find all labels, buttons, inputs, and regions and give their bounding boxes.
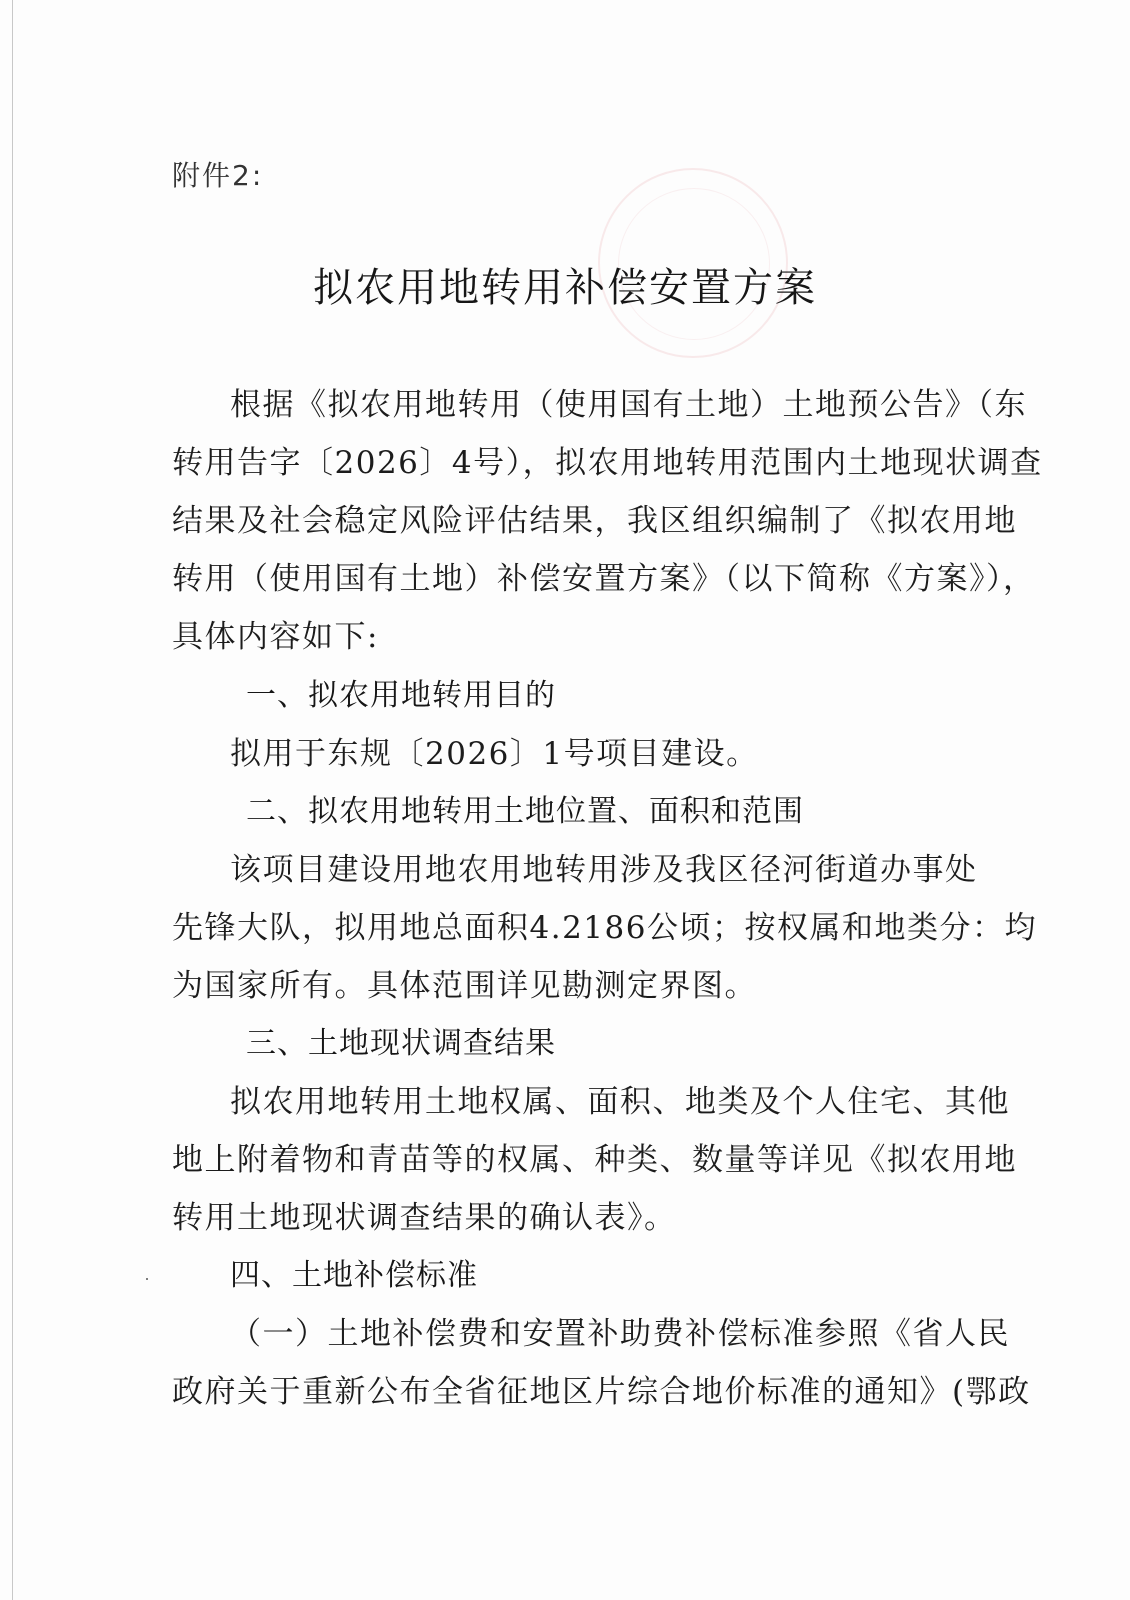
annex-label: 附件2: (172, 159, 264, 192)
section3-line-3: 转用土地现状调查结果的确认表》。 (172, 1200, 677, 1236)
section2-line-3: 为国家所有。具体范围详见勘测定界图。 (172, 968, 757, 1004)
intro-line-1: 根据《拟农用地转用（使用国有土地）土地预公告》（东 (230, 387, 1027, 423)
section-heading-location: 二、拟农用地转用土地位置、面积和范围 (246, 794, 804, 829)
intro-line-4: 转用（使用国有土地）补偿安置方案》（以下简称《方案》）， (172, 561, 1036, 597)
section2-line-1: 该项目建设用地农用地转用涉及我区径河街道办事处 (230, 852, 978, 888)
intro-line-5: 具体内容如下: (172, 619, 379, 655)
section3-line-1: 拟农用地转用土地权属、面积、地类及个人住宅、其他 (230, 1084, 1010, 1120)
section-heading-purpose: 一、拟农用地转用目的 (246, 678, 556, 713)
section3-line-2: 地上附着物和青苗等的权属、种类、数量等详见《拟农用地 (172, 1142, 1017, 1178)
section1-line-1: 拟用于东规〔2026〕1号项目建设。 (230, 736, 759, 772)
intro-line-3: 结果及社会稳定风险评估结果，我区组织编制了《拟农用地 (172, 503, 1017, 539)
section2-line-2: 先锋大队，拟用地总面积4.2186公顷；按权属和地类分：均 (172, 910, 1037, 946)
section4-line-1: （一）土地补偿费和安置补助费补偿标准参照《省人民 (230, 1316, 1010, 1352)
scan-speck (146, 1278, 148, 1280)
intro-line-2: 转用告字〔2026〕4号），拟农用地转用范围内土地现状调查 (172, 445, 1043, 481)
document-title: 拟农用地转用补偿安置方案 (313, 265, 817, 311)
section-heading-compensation: 四、土地补偿标准 (230, 1258, 478, 1293)
scan-edge-line (12, 0, 13, 1600)
section-heading-survey: 三、土地现状调查结果 (246, 1026, 556, 1061)
section4-line-2: 政府关于重新公布全省征地区片综合地价标准的通知》(鄂政 (172, 1374, 1031, 1410)
